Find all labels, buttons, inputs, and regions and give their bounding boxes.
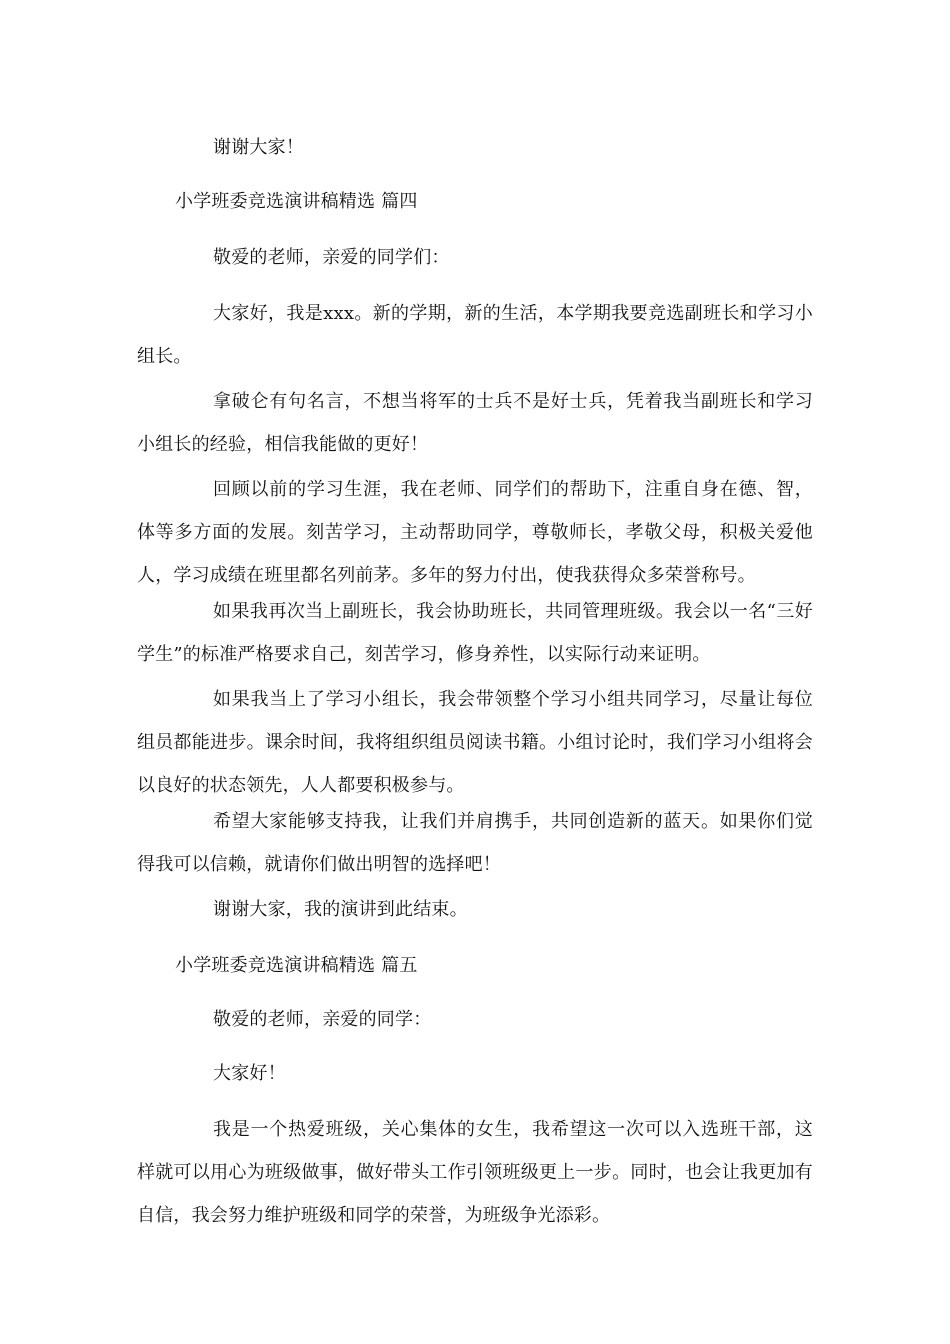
- paragraph: 如果我再次当上副班长，我会协助班长，共同管理班级。我会以一名“三好学生”的标准严格要求自己，刻苦学习，修身养性，以实际行动来证明。: [137, 601, 813, 665]
- section-heading-part-five: 小学班委竞选演讲稿精选 篇五: [175, 955, 418, 976]
- section-heading-part-four: 小学班委竞选演讲稿精选 篇四: [175, 191, 418, 212]
- paragraph: 希望大家能够支持我，让我们并肩携手，共同创造新的蓝天。如果你们觉得我可以信赖，就请你们做出明智的选择吧！: [137, 811, 813, 875]
- salutation: 敬爱的老师，亲爱的同学：: [213, 1009, 432, 1030]
- greeting: 大家好！: [213, 1063, 286, 1084]
- paragraph: 如果我当上了学习小组长，我会带领整个学习小组共同学习，尽量让每位组员都能进步。课余时间，我将组织组员阅读书籍。小组讨论时，我们学习小组将会以良好的状态领先，人人都要积极参与。: [137, 689, 813, 796]
- paragraph: 我是一个热爱班级，关心集体的女生，我希望这一次可以入选班干部，这样就可以用心为班级做事，做好带头工作引领班级更上一步。同时，也会让我更加有自信，我会努力维护班级和同学的荣誉，为班级争光添彩。: [137, 1119, 813, 1226]
- paragraph: 谢谢大家，我的演讲到此结束。: [213, 899, 468, 920]
- paragraph: 回顾以前的学习生涯，我在老师、同学们的帮助下，注重自身在德、智，体等多方面的发展。刻苦学习，主动帮助同学，尊敬师长，孝敬父母，积极关爱他人，学习成绩在班里都名列前茅。多年的努力付出，使我获得众多荣誉称号。: [137, 479, 813, 586]
- salutation: 敬爱的老师，亲爱的同学们：: [213, 247, 450, 268]
- closing-thanks: 谢谢大家！: [213, 137, 304, 158]
- paragraph: 大家好，我是xxx。新的学期，新的生活，本学期我要竞选副班长和学习小组长。: [137, 303, 813, 367]
- paragraph: 拿破仑有句名言，不想当将军的士兵不是好士兵，凭着我当副班长和学习小组长的经验，相信我能做的更好！: [137, 391, 813, 455]
